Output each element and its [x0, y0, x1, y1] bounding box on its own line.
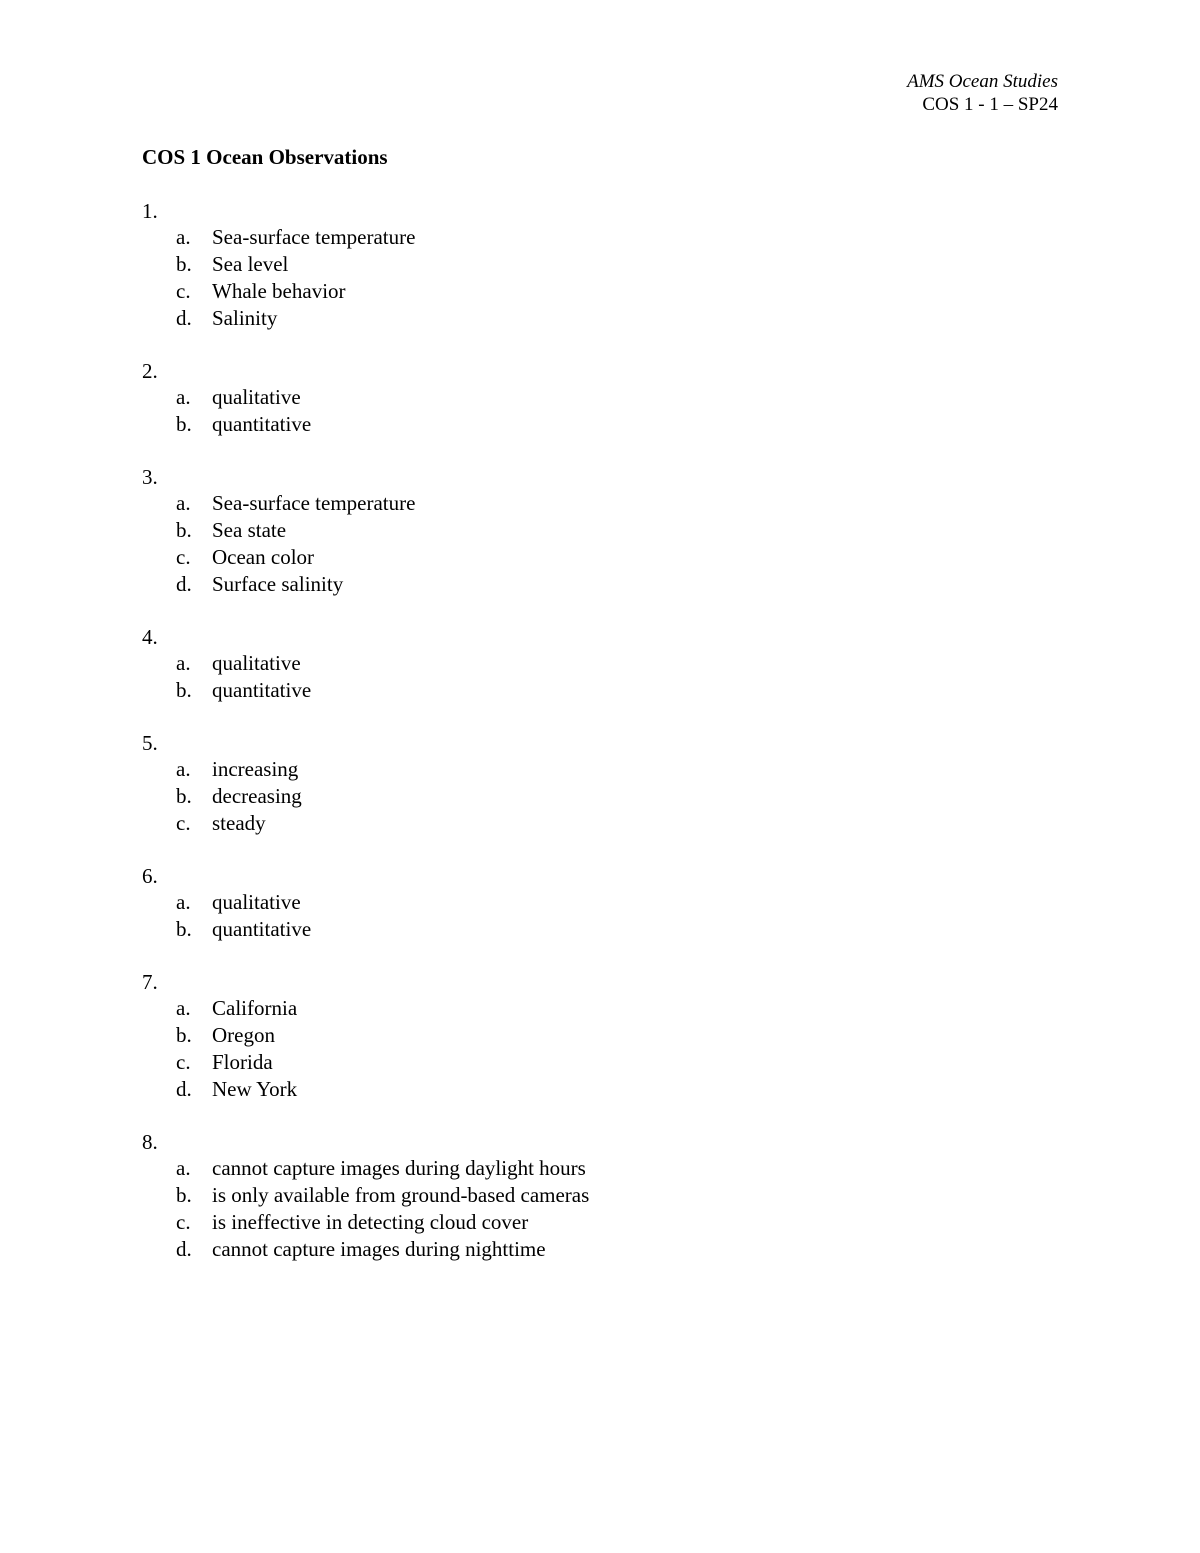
- option-item: [142, 384, 1042, 411]
- option-letter: d.: [176, 306, 192, 330]
- option-text: quantitative: [212, 678, 312, 702]
- option-text: California: [212, 996, 298, 1020]
- option-text: Salinity: [212, 306, 278, 330]
- option-item: [142, 1182, 1042, 1209]
- question-number: 8.: [142, 1130, 158, 1154]
- option-letter: a.: [176, 890, 191, 914]
- header-org: AMS Ocean Studies: [907, 71, 1058, 92]
- option-letter: c.: [176, 1210, 191, 1234]
- option-letter: b.: [176, 1023, 192, 1047]
- option-letter: d.: [176, 572, 192, 596]
- option-item: [142, 1209, 1042, 1236]
- option-item: [142, 517, 1042, 544]
- question-4: [142, 624, 1042, 704]
- option-list: [142, 889, 1042, 943]
- option-item: [142, 810, 1042, 837]
- question-7: [142, 969, 1042, 1103]
- question-number: 4.: [142, 625, 158, 649]
- question-number: 3.: [142, 465, 158, 489]
- option-list: [142, 224, 1042, 332]
- option-text: New York: [212, 1077, 298, 1101]
- option-item: [142, 1155, 1042, 1182]
- option-letter: a.: [176, 385, 191, 409]
- option-letter: b.: [176, 518, 192, 542]
- option-text: is ineffective in detecting cloud cover: [212, 1210, 529, 1234]
- option-letter: b.: [176, 917, 192, 941]
- option-item: [142, 995, 1042, 1022]
- option-item: [142, 916, 1042, 943]
- option-text: Ocean color: [212, 545, 315, 569]
- question-8: [142, 1129, 1042, 1263]
- question-3: [142, 464, 1042, 598]
- option-item: [142, 677, 1042, 704]
- option-item: [142, 411, 1042, 438]
- option-item: [142, 756, 1042, 783]
- option-item: [142, 1236, 1042, 1263]
- option-text: Sea level: [212, 252, 289, 276]
- option-letter: b.: [176, 678, 192, 702]
- header-course-code: COS 1 - 1 – SP24: [922, 94, 1058, 115]
- option-letter: a.: [176, 757, 191, 781]
- option-item: [142, 1049, 1042, 1076]
- option-letter: c.: [176, 279, 191, 303]
- option-item: [142, 571, 1042, 598]
- option-item: [142, 1022, 1042, 1049]
- option-letter: a.: [176, 996, 191, 1020]
- option-text: qualitative: [212, 651, 301, 675]
- option-letter: b.: [176, 1183, 192, 1207]
- option-text: is only available from ground-based cameras: [212, 1183, 590, 1207]
- option-letter: d.: [176, 1077, 192, 1101]
- option-item: [142, 305, 1042, 332]
- option-text: Sea state: [212, 518, 287, 542]
- question-number: 1.: [142, 199, 158, 223]
- option-text: qualitative: [212, 890, 301, 914]
- question-2: [142, 358, 1042, 438]
- question-number: 2.: [142, 359, 158, 383]
- option-letter: a.: [176, 651, 191, 675]
- option-list: [142, 756, 1042, 837]
- option-text: Whale behavior: [212, 279, 346, 303]
- option-letter: b.: [176, 412, 192, 436]
- option-item: [142, 889, 1042, 916]
- option-letter: a.: [176, 1156, 191, 1180]
- option-item: [142, 251, 1042, 278]
- option-text: Sea-surface temperature: [212, 491, 416, 515]
- option-letter: a.: [176, 225, 191, 249]
- option-item: [142, 650, 1042, 677]
- option-text: qualitative: [212, 385, 301, 409]
- option-list: [142, 995, 1042, 1103]
- option-item: [142, 224, 1042, 251]
- option-list: [142, 650, 1042, 704]
- question-number: 7.: [142, 970, 158, 994]
- question-number: 6.: [142, 864, 158, 888]
- document-title: COS 1 Ocean Observations: [142, 145, 388, 169]
- page-header: [907, 70, 1058, 116]
- option-letter: b.: [176, 784, 192, 808]
- option-text: quantitative: [212, 412, 312, 436]
- question-5: [142, 730, 1042, 837]
- option-item: [142, 490, 1042, 517]
- option-text: Florida: [212, 1050, 273, 1074]
- option-text: increasing: [212, 757, 299, 781]
- option-text: cannot capture images during daylight hours: [212, 1156, 586, 1180]
- option-text: steady: [212, 811, 266, 835]
- option-letter: d.: [176, 1237, 192, 1261]
- option-letter: b.: [176, 252, 192, 276]
- option-text: Oregon: [212, 1023, 275, 1047]
- option-letter: c.: [176, 811, 191, 835]
- option-item: [142, 1076, 1042, 1103]
- question-list: [142, 198, 1042, 1289]
- option-item: [142, 278, 1042, 305]
- option-text: quantitative: [212, 917, 312, 941]
- question-1: [142, 198, 1042, 332]
- question-6: [142, 863, 1042, 943]
- option-text: cannot capture images during nighttime: [212, 1237, 546, 1261]
- option-list: [142, 490, 1042, 598]
- option-letter: c.: [176, 1050, 191, 1074]
- question-number: 5.: [142, 731, 158, 755]
- option-list: [142, 384, 1042, 438]
- option-item: [142, 783, 1042, 810]
- option-letter: c.: [176, 545, 191, 569]
- option-letter: a.: [176, 491, 191, 515]
- option-text: Sea-surface temperature: [212, 225, 416, 249]
- option-list: [142, 1155, 1042, 1263]
- option-text: decreasing: [212, 784, 302, 808]
- option-item: [142, 544, 1042, 571]
- option-text: Surface salinity: [212, 572, 344, 596]
